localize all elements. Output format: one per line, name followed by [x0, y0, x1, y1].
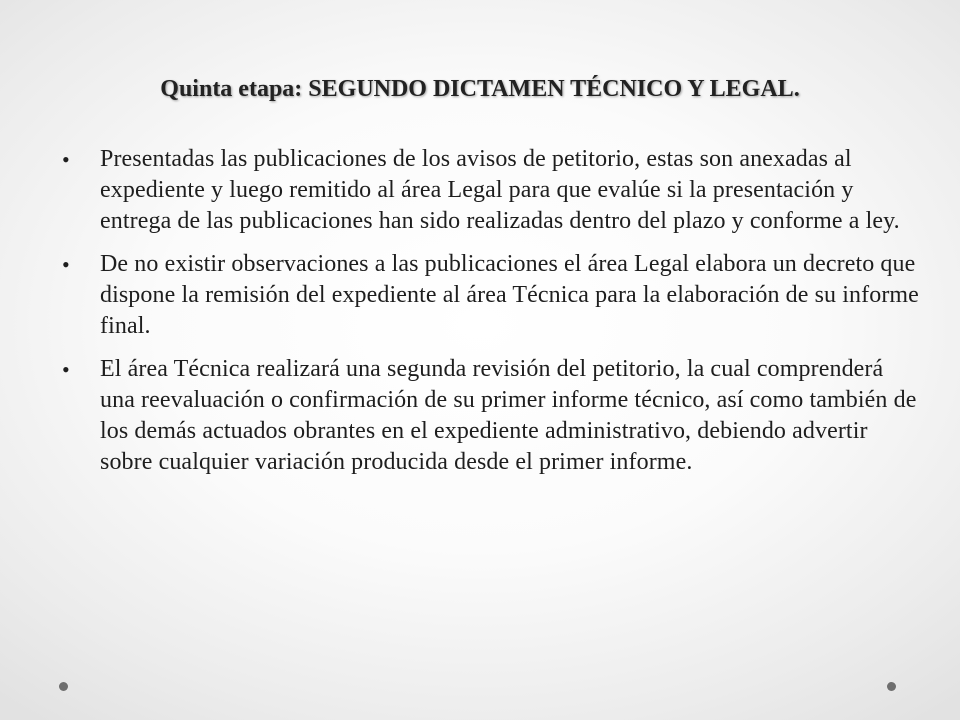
decorative-dot-icon	[887, 682, 896, 691]
bullet-dot-icon: •	[62, 252, 70, 277]
bullet-text: De no existir observaciones a las publicaciones el área Legal elabora un decreto que dispone la remisión del expediente al área Técnica para la elaboración de su informe final.	[100, 251, 919, 339]
bullet-item	[62, 144, 920, 237]
bullet-item	[62, 354, 920, 478]
bullet-dot-icon: •	[62, 357, 70, 382]
decorative-dot-icon	[59, 682, 68, 691]
bullet-item	[62, 249, 920, 342]
slide-title: Quinta etapa: SEGUNDO DICTAMEN TÉCNICO Y LEGAL.	[160, 76, 800, 102]
bullet-text: Presentadas las publicaciones de los avisos de petitorio, estas son anexadas al expediente y luego remitido al área Legal para que evalúe si la presentación y entrega de las publicaciones han sido realizadas dentro del plazo y conforme a ley.	[100, 146, 900, 234]
bullet-list	[62, 144, 920, 490]
bullet-dot-icon: •	[62, 147, 70, 172]
bullet-text: El área Técnica realizará una segunda revisión del petitorio, la cual comprenderá una reevaluación o confirmación de su primer informe técnico, así como también de los demás actuados obrantes en el expediente administrativo, debiendo advertir sobre cualquier variación producida desde el primer informe.	[100, 356, 917, 475]
